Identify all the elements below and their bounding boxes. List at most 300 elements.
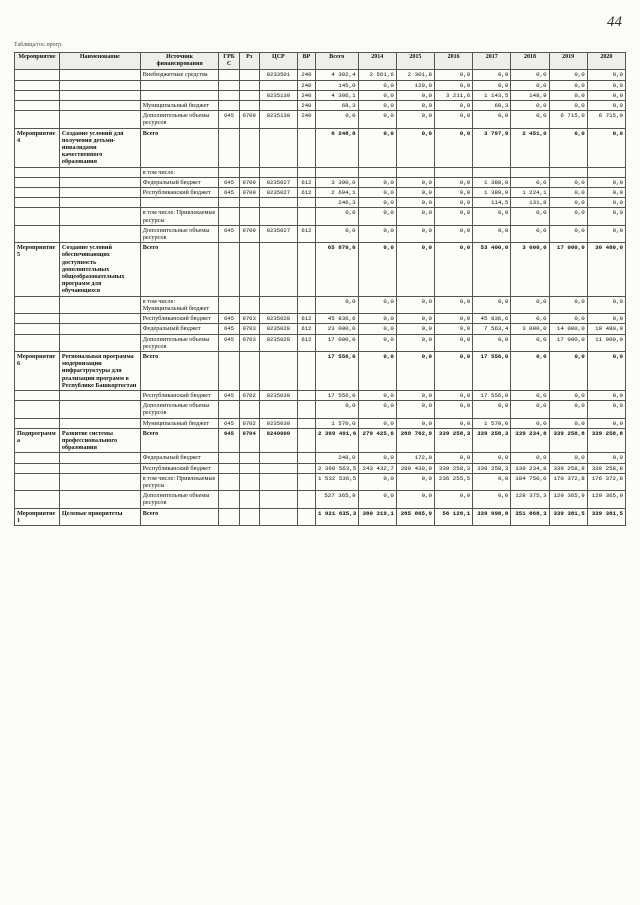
table-cell-rz: 0703 — [239, 324, 259, 334]
table-cell-year-6: 0,0 — [549, 198, 587, 208]
table-cell-vr: 612 — [297, 188, 315, 198]
table-cell-event — [15, 296, 60, 313]
table-row — [15, 508, 626, 525]
table-cell-event — [15, 225, 60, 242]
table-cell-year-3: 56 128,1 — [435, 508, 473, 525]
table-cell-rz: 0702 — [239, 390, 259, 400]
table-cell-year-6: 17 000,0 — [549, 334, 587, 351]
table-cell-event — [15, 198, 60, 208]
table-cell-csr: 0235028 — [259, 334, 297, 351]
table-cell-year-1: 0,0 — [358, 208, 396, 225]
table-cell-name — [59, 334, 140, 351]
table-cell-year-5: 0,0 — [511, 314, 549, 324]
table-cell-grbs: 645 — [219, 390, 239, 400]
header-total: Всего — [315, 53, 358, 70]
table-cell-year-7: 339 258,8 — [587, 428, 625, 453]
header-rz: Рз — [239, 53, 259, 70]
table-cell-name — [59, 111, 140, 128]
table-cell-rz — [239, 208, 259, 225]
table-cell-year-7: 0,0 — [587, 351, 625, 390]
table-row — [15, 90, 626, 100]
table-cell-grbs — [219, 453, 239, 463]
table-cell-name — [59, 101, 140, 111]
table-cell-total: 23 000,0 — [315, 324, 358, 334]
table-cell-source: Дополнительные объемы ресурсов — [140, 401, 219, 418]
table-cell-source: Федеральный бюджет — [140, 177, 219, 187]
table-cell-event — [15, 453, 60, 463]
table-cell-grbs: 645 — [219, 111, 239, 128]
table-cell-year-4: 0,0 — [473, 453, 511, 463]
header-vr: ВР — [297, 53, 315, 70]
table-cell-year-2: 0,0 — [396, 198, 434, 208]
table-cell-vr — [297, 208, 315, 225]
table-cell-vr — [297, 418, 315, 428]
table-cell-rz: 0703 — [239, 334, 259, 351]
table-cell-grbs — [219, 198, 239, 208]
table-cell-rz: 0702 — [239, 418, 259, 428]
table-cell-grbs — [219, 401, 239, 418]
table-cell-year-7: 30 480,0 — [587, 243, 625, 296]
table-cell-year-7: 11 000,0 — [587, 334, 625, 351]
table-cell-total: 17 556,0 — [315, 351, 358, 390]
table-cell-vr: 240 — [297, 111, 315, 128]
table-cell-total: 145,0 — [315, 80, 358, 90]
table-row — [15, 80, 626, 90]
table-cell-year-1: 0,0 — [358, 225, 396, 242]
table-row — [15, 473, 626, 490]
table-cell-year-2: 0,0 — [396, 314, 434, 324]
table-row — [15, 296, 626, 313]
table-cell-year-2: 0,0 — [396, 208, 434, 225]
table-cell-name — [59, 473, 140, 490]
table-cell-source: Республиканский бюджет — [140, 188, 219, 198]
table-cell-source: Федеральный бюджет — [140, 324, 219, 334]
table-cell-year-4: 1 380,0 — [473, 188, 511, 198]
table-cell-total: 527 365,9 — [315, 491, 358, 508]
table-cell-year-5: 0,0 — [511, 351, 549, 390]
table-cell-total: 248,0 — [315, 453, 358, 463]
table-cell-year-5: 0,0 — [511, 208, 549, 225]
table-cell-year-3: 0,0 — [435, 401, 473, 418]
table-cell-rz: 0709 — [239, 225, 259, 242]
table-cell-grbs — [219, 80, 239, 90]
table-cell-year-3: 0,0 — [435, 70, 473, 80]
header-name: Наименование — [59, 53, 140, 70]
table-cell-year-5: 0,0 — [511, 453, 549, 463]
table-cell-grbs — [219, 128, 239, 167]
table-cell-grbs — [219, 90, 239, 100]
table-row — [15, 453, 626, 463]
table-row — [15, 198, 626, 208]
table-cell-year-7: 0,0 — [587, 90, 625, 100]
table-cell-vr: 240 — [297, 90, 315, 100]
table-cell-year-2: 0,0 — [396, 324, 434, 334]
table-cell-year-6: 0,0 — [549, 296, 587, 313]
table-cell-year-3: 236 255,5 — [435, 473, 473, 490]
table-cell-vr: 612 — [297, 334, 315, 351]
table-cell-vr — [297, 428, 315, 453]
table-cell-year-7: 6 715,0 — [587, 111, 625, 128]
table-cell-grbs: 645 — [219, 188, 239, 198]
table-cell-year-7: 176 372,8 — [587, 473, 625, 490]
table-cell-vr — [297, 296, 315, 313]
table-cell-rz — [239, 401, 259, 418]
table-cell-event — [15, 70, 60, 80]
table-cell-grbs — [219, 208, 239, 225]
table-cell-year-1: 0,0 — [358, 128, 396, 167]
table-cell-source: в том числе: Муниципальный бюджет — [140, 296, 219, 313]
table-cell-source: Всего — [140, 128, 219, 167]
table-cell-csr: 0235030 — [259, 418, 297, 428]
table-cell-grbs: 645 — [219, 418, 239, 428]
table-cell-event: Подпрограмма — [15, 428, 60, 453]
header-year-1: 2014 — [358, 53, 396, 70]
table-cell-year-5: 0,0 — [511, 101, 549, 111]
table-cell-csr: 0235027 — [259, 177, 297, 187]
table-cell-csr — [259, 198, 297, 208]
table-cell-year-5: 0,0 — [511, 80, 549, 90]
table-cell-grbs — [219, 473, 239, 490]
table-cell-name — [59, 225, 140, 242]
table-cell-year-2: 289 762,9 — [396, 428, 434, 453]
table-cell-csr: 02З3501 — [259, 70, 297, 80]
table-cell-source: Всего — [140, 508, 219, 525]
table-cell-year-1: 380 319,1 — [358, 508, 396, 525]
table-cell-year-3: 0,0 — [435, 188, 473, 198]
table-cell-year-5: 148,9 — [511, 90, 549, 100]
table-cell-year-6: 17 000,0 — [549, 243, 587, 296]
header-csr: ЦСР — [259, 53, 297, 70]
table-cell-total: 4 306,1 — [315, 90, 358, 100]
table-cell-name — [59, 463, 140, 473]
table-cell-year-3 — [435, 167, 473, 177]
table-cell-year-5: 0,0 — [511, 111, 549, 128]
table-cell-name — [59, 324, 140, 334]
table-cell-rz — [239, 167, 259, 177]
table-cell-year-1: 0,0 — [358, 198, 396, 208]
table-cell-year-1: 243 432,7 — [358, 463, 396, 473]
table-cell-grbs — [219, 101, 239, 111]
table-row — [15, 208, 626, 225]
table-cell-year-3: 0,0 — [435, 101, 473, 111]
table-cell-year-1: 2 561,6 — [358, 70, 396, 80]
table-cell-year-5: 339 234,8 — [511, 428, 549, 453]
table-cell-year-4: 3 797,9 — [473, 128, 511, 167]
table-cell-total: 17 000,0 — [315, 334, 358, 351]
table-cell-year-3: 0,0 — [435, 351, 473, 390]
table-cell-vr: 240 — [297, 101, 315, 111]
table-cell-year-1: 0,0 — [358, 314, 396, 324]
table-cell-source: Муниципальный бюджет — [140, 418, 219, 428]
table-cell-rz — [239, 473, 259, 490]
table-cell-year-4: 0,0 — [473, 473, 511, 490]
table-cell-year-4: 0,0 — [473, 296, 511, 313]
table-cell-name: Региональная программа модернизации инфраструктуры для реализации программ в Республике Башкортостан — [59, 351, 140, 390]
table-cell-year-7: 129 365,9 — [587, 491, 625, 508]
table-cell-year-7: 0,0 — [587, 453, 625, 463]
table-cell-year-1: 0,0 — [358, 101, 396, 111]
table-cell-year-2: 0,0 — [396, 473, 434, 490]
table-cell-year-1 — [358, 167, 396, 177]
table-cell-name — [59, 314, 140, 324]
table-cell-year-5: 3 000,0 — [511, 243, 549, 296]
table-cell-rz — [239, 463, 259, 473]
table-cell-name — [59, 70, 140, 80]
table-cell-year-4: 53 400,0 — [473, 243, 511, 296]
table-cell-name — [59, 491, 140, 508]
table-cell-csr — [259, 453, 297, 463]
header-year-7: 2020 — [587, 53, 625, 70]
table-cell-csr — [259, 473, 297, 490]
table-cell-name — [59, 401, 140, 418]
table-cell-vr: 612 — [297, 225, 315, 242]
table-cell-year-3: 0,0 — [435, 225, 473, 242]
table-cell-year-1: 0,0 — [358, 390, 396, 400]
table-cell-year-1: 0,0 — [358, 418, 396, 428]
table-cell-year-5: 2 451,0 — [511, 128, 549, 167]
table-cell-event — [15, 101, 60, 111]
table-cell-year-4: 0,0 — [473, 80, 511, 90]
table-cell-csr — [259, 463, 297, 473]
table-cell-event: Мероприятие 4 — [15, 128, 60, 167]
table-cell-vr — [297, 491, 315, 508]
table-cell-grbs — [219, 167, 239, 177]
table-cell-year-3: 0,0 — [435, 296, 473, 313]
table-cell-total: 2 369 491,6 — [315, 428, 358, 453]
table-cell-total: 65 870,0 — [315, 243, 358, 296]
table-cell-rz: 0704 — [239, 428, 259, 453]
table-cell-total — [315, 167, 358, 177]
table-cell-vr — [297, 351, 315, 390]
table-cell-grbs — [219, 296, 239, 313]
table-cell-year-3: 0,0 — [435, 198, 473, 208]
table-cell-vr — [297, 453, 315, 463]
table-cell-source: в том числе: — [140, 167, 219, 177]
table-row — [15, 111, 626, 128]
table-cell-rz — [239, 80, 259, 90]
table-cell-year-6: 129 365,9 — [549, 491, 587, 508]
table-cell-total: 0,0 — [315, 225, 358, 242]
table-cell-year-4: 45 836,6 — [473, 314, 511, 324]
table-cell-year-6: 0,0 — [549, 177, 587, 187]
table-cell-grbs: 645 — [219, 177, 239, 187]
table-cell-event — [15, 418, 60, 428]
table-cell-vr: 612 — [297, 177, 315, 187]
table-cell-event: Мероприятие 1 — [15, 508, 60, 525]
table-row — [15, 334, 626, 351]
table-row — [15, 463, 626, 473]
table-row — [15, 167, 626, 177]
table-cell-year-7: 0,0 — [587, 188, 625, 198]
table-caption: Таблица/гос.прогр. — [14, 42, 63, 48]
table-cell-year-7: 0,0 — [587, 101, 625, 111]
table-cell-rz — [239, 296, 259, 313]
table-cell-year-4: 1 143,5 — [473, 90, 511, 100]
table-cell-year-3: 0,0 — [435, 177, 473, 187]
table-cell-name — [59, 188, 140, 198]
table-cell-year-3: 0,0 — [435, 80, 473, 90]
table-cell-csr — [259, 80, 297, 90]
table-cell-year-4: 0,0 — [473, 70, 511, 80]
table-cell-year-5: 0,0 — [511, 418, 549, 428]
table-cell-csr: 0235028 — [259, 324, 297, 334]
table-cell-year-3: 339 258,3 — [435, 428, 473, 453]
table-cell-total: 246,3 — [315, 198, 358, 208]
table-row — [15, 188, 626, 198]
table-cell-vr: 612 — [297, 314, 315, 324]
header-year-6: 2019 — [549, 53, 587, 70]
page-number: 44 — [607, 14, 622, 30]
table-cell-name — [59, 198, 140, 208]
table-cell-source: Дополнительные объемы ресурсов — [140, 225, 219, 242]
table-cell-vr — [297, 198, 315, 208]
table-row — [15, 314, 626, 324]
table-cell-source: Дополнительные объемы ресурсов — [140, 334, 219, 351]
table-cell-year-7 — [587, 167, 625, 177]
table-cell-grbs: 645 — [219, 314, 239, 324]
table-cell-year-6: 0,0 — [549, 418, 587, 428]
table-cell-name: Целевые приоритеты — [59, 508, 140, 525]
table-cell-year-4: 17 556,0 — [473, 351, 511, 390]
table-cell-event — [15, 390, 60, 400]
table-cell-year-2: 0,0 — [396, 128, 434, 167]
table-row — [15, 418, 626, 428]
table-cell-year-6: 0,0 — [549, 351, 587, 390]
table-cell-year-4: 0,0 — [473, 334, 511, 351]
table-cell-year-7: 0,0 — [587, 70, 625, 80]
table-cell-year-7: 19 480,0 — [587, 324, 625, 334]
table-cell-total: 2 360 563,5 — [315, 463, 358, 473]
table-cell-name — [59, 390, 140, 400]
table-cell-vr: 240 — [297, 70, 315, 80]
table-cell-event — [15, 334, 60, 351]
table-cell-name — [59, 177, 140, 187]
table-cell-year-6 — [549, 167, 587, 177]
header-year-5: 2018 — [511, 53, 549, 70]
table-cell-csr — [259, 167, 297, 177]
table-cell-year-5: 3 000,0 — [511, 324, 549, 334]
table-cell-year-5: 0,0 — [511, 70, 549, 80]
table-cell-name — [59, 418, 140, 428]
table-cell-csr: 0235027 — [259, 225, 297, 242]
table-cell-year-6: 0,0 — [549, 401, 587, 418]
table-cell-event — [15, 80, 60, 90]
table-cell-year-5: 0,0 — [511, 390, 549, 400]
table-cell-grbs — [219, 243, 239, 296]
table-cell-event — [15, 463, 60, 473]
table-cell-year-5: 351 868,3 — [511, 508, 549, 525]
table-cell-year-3: 0,0 — [435, 491, 473, 508]
table-cell-year-3: 0,0 — [435, 128, 473, 167]
header-event: Мероприятие — [15, 53, 60, 70]
table-cell-source: в том числе: Привлекаемые ресурсы — [140, 473, 219, 490]
table-row — [15, 177, 626, 187]
table-cell-year-7: 0,0 — [587, 198, 625, 208]
table-row — [15, 128, 626, 167]
table-cell-year-4: 0,0 — [473, 208, 511, 225]
table-cell-grbs — [219, 70, 239, 80]
table-cell-year-2: 0,0 — [396, 418, 434, 428]
table-cell-grbs: 645 — [219, 428, 239, 453]
table-cell-total: 4 302,4 — [315, 70, 358, 80]
table-cell-year-6: 0,0 — [549, 128, 587, 167]
table-cell-year-4: 0,0 — [473, 491, 511, 508]
table-cell-source — [140, 90, 219, 100]
table-cell-event — [15, 188, 60, 198]
table-cell-year-1: 0,0 — [358, 324, 396, 334]
table-header-row — [15, 53, 626, 70]
table-cell-source: Внебюджетные средства — [140, 70, 219, 80]
table-cell-total: 0,0 — [315, 208, 358, 225]
finance-table-container — [14, 40, 626, 526]
table-cell-rz — [239, 70, 259, 80]
table-cell-year-5: 128 375,3 — [511, 491, 549, 508]
table-cell-csr: 0235130 — [259, 90, 297, 100]
table-cell-rz — [239, 351, 259, 390]
table-cell-year-5: 0,0 — [511, 296, 549, 313]
table-cell-name — [59, 208, 140, 225]
table-cell-year-2: 120,0 — [396, 80, 434, 90]
table-cell-source: Республиканский бюджет — [140, 314, 219, 324]
table-cell-year-6: 0,0 — [549, 80, 587, 90]
table-cell-total: 1 532 536,5 — [315, 473, 358, 490]
table-cell-year-1: 0,0 — [358, 243, 396, 296]
table-cell-year-2: 0,0 — [396, 296, 434, 313]
table-cell-source: Всего — [140, 351, 219, 390]
table-cell-year-1: 0,0 — [358, 473, 396, 490]
table-cell-name — [59, 167, 140, 177]
table-cell-name: Развитие системы профессионального образования — [59, 428, 140, 453]
table-cell-year-7: 0,0 — [587, 208, 625, 225]
table-cell-total: 45 836,6 — [315, 314, 358, 324]
table-cell-year-6: 0,0 — [549, 225, 587, 242]
table-cell-year-7: 0,0 — [587, 418, 625, 428]
table-cell-name — [59, 90, 140, 100]
table-cell-year-6: 339 258,8 — [549, 428, 587, 453]
table-cell-year-3: 339 258,3 — [435, 463, 473, 473]
table-cell-source: Всего — [140, 428, 219, 453]
table-cell-year-3: 0,0 — [435, 334, 473, 351]
table-cell-vr — [297, 390, 315, 400]
table-cell-year-5: 0,0 — [511, 334, 549, 351]
table-row — [15, 243, 626, 296]
table-cell-year-6: 339 258,8 — [549, 463, 587, 473]
table-cell-year-4: 114,5 — [473, 198, 511, 208]
table-cell-rz — [239, 453, 259, 463]
table-cell-year-4: 7 563,4 — [473, 324, 511, 334]
table-cell-year-2: 0,0 — [396, 491, 434, 508]
table-cell-rz — [239, 508, 259, 525]
table-cell-year-2: 0,0 — [396, 111, 434, 128]
table-cell-csr — [259, 296, 297, 313]
table-cell-total: 68,3 — [315, 101, 358, 111]
table-cell-rz — [239, 90, 259, 100]
table-cell-name — [59, 296, 140, 313]
table-cell-year-4: 0,0 — [473, 111, 511, 128]
table-cell-source — [140, 80, 219, 90]
table-cell-year-2: 0,0 — [396, 177, 434, 187]
table-cell-total: 17 556,0 — [315, 390, 358, 400]
table-cell-year-4 — [473, 167, 511, 177]
table-cell-event — [15, 177, 60, 187]
table-cell-total: 6 248,8 — [315, 128, 358, 167]
table-cell-year-7: 0,0 — [587, 177, 625, 187]
table-cell-grbs: 645 — [219, 324, 239, 334]
table-cell-year-6: 0,0 — [549, 70, 587, 80]
table-cell-csr — [259, 351, 297, 390]
table-cell-year-3: 0,0 — [435, 314, 473, 324]
table-cell-year-1: 0,0 — [358, 453, 396, 463]
